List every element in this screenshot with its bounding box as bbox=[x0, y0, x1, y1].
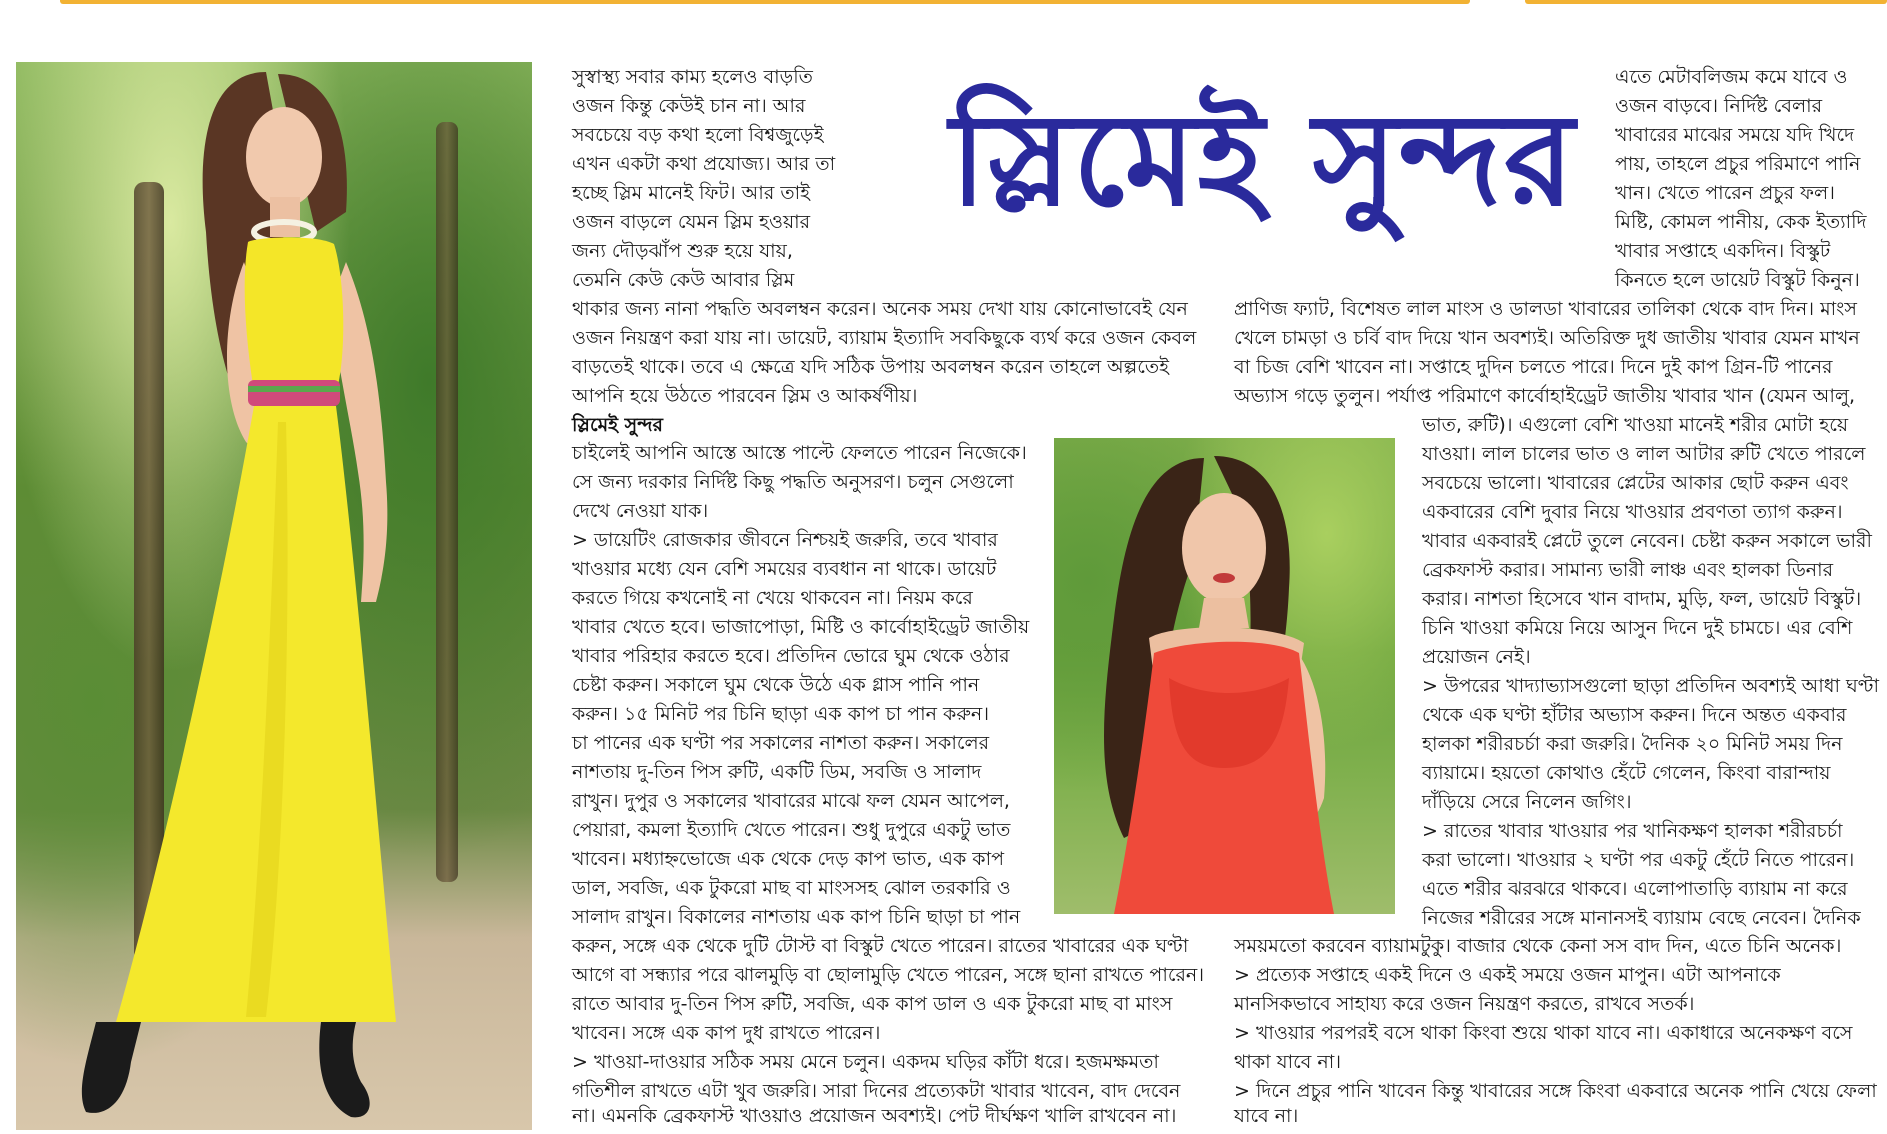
text-line: করার। নাশতা হিসেবে খান বাদাম, মুড়ি, ফল, ডায়েট বিস্কুট। bbox=[1422, 588, 1862, 610]
text-line: > ডায়েটিং রোজকার জীবনে নিশ্চয়ই জরুরি, তবে খাবার bbox=[572, 529, 998, 551]
text-line: না। এমনকি ব্রেকফাস্ট খাওয়াও প্রয়োজন অবশ্যই। পেট দীর্ঘক্ষণ খালি রাখবেন না। bbox=[572, 1105, 1177, 1127]
text-line: করুন, সঙ্গে এক থেকে দুটি টোস্ট বা বিস্কুট খেতে পারেন। রাতের খাবারের এক ঘণ্টা bbox=[572, 935, 1189, 957]
text-line: করা ভালো। খাওয়ার ২ ঘণ্টা পর একটু হেঁটে নিতে পারেন। bbox=[1422, 849, 1855, 871]
text-line: থাকার জন্য নানা পদ্ধতি অবলম্বন করেন। অনেক সময় দেখা যায় কোনোভাবেই যেন bbox=[572, 298, 1188, 320]
text-line: ওজন কিন্তু কেউই চান না। আর bbox=[572, 95, 806, 117]
text-line: প্রাণিজ ফ্যাট, বিশেষত লাল মাংস ও ডালডা খাবারের তালিকা থেকে বাদ দিন। মাংস bbox=[1234, 298, 1857, 320]
text-line: চাইলেই আপনি আস্তে আস্তে পাল্টে ফেলতে পারেন নিজেকে। bbox=[572, 442, 1027, 464]
text-line: এতে মেটাবলিজম কমে যাবে ও bbox=[1615, 66, 1848, 88]
text-line: মানসিকভাবে সাহায্য করে ওজন নিয়ন্ত্রণ করতে, রাখবে সতর্ক। bbox=[1234, 993, 1695, 1015]
text-line: মিষ্টি, কোমল পানীয়, কেক ইত্যাদি bbox=[1615, 211, 1867, 233]
text-line: > রাতের খাবার খাওয়ার পর খানিকক্ষণ হালকা শরীরচর্চা bbox=[1422, 820, 1843, 842]
text-line: আগে বা সন্ধ্যার পরে ঝালমুড়ি বা ছোলামুড়ি খেতে পারেন, সঙ্গে ছানা রাখতে পারেন। bbox=[572, 964, 1205, 986]
text-line: বাড়তেই থাকে। তবে এ ক্ষেত্রে যদি সঠিক উপায় অবলম্বন করেন তাহলে অল্পতেই bbox=[572, 356, 1169, 378]
model-in-yellow-gown-photo bbox=[16, 62, 532, 1130]
text-line: ব্রেকফাস্ট করার। সামান্য ভারী লাঞ্চ এবং হালকা ডিনার bbox=[1422, 559, 1834, 581]
text-line: করতে গিয়ে কখনোই না খেয়ে থাকবেন না। নিয়ম করে bbox=[572, 587, 973, 609]
text-line: দাঁড়িয়ে সেরে নিলেন জগিং। bbox=[1422, 791, 1632, 813]
text-line: দেখে নেওয়া যাক। bbox=[572, 500, 709, 522]
text-line: > খাওয়ার পরপরই বসে থাকা কিংবা শুয়ে থাকা যাবে না। একাধারে অনেকক্ষণ বসে bbox=[1234, 1022, 1853, 1044]
text-line: হচ্ছে স্লিম মানেই ফিট। আর তাই bbox=[572, 182, 810, 204]
text-line: থাকা যাবে না। bbox=[1234, 1051, 1342, 1073]
text-line: চিনি খাওয়া কমিয়ে নিয়ে আসুন দিনে দুই চামচে। এর বেশি bbox=[1422, 617, 1853, 639]
text-line: খাবার একবারই প্লেটে তুলে নেবেন। চেষ্টা করুন সকালে ভারী bbox=[1422, 530, 1872, 552]
text-line: নিজের শরীরের সঙ্গে মানানসই ব্যায়াম বেছে নেবেন। দৈনিক bbox=[1422, 907, 1861, 929]
text-line: সালাদ রাখুন। বিকালের নাশতায় এক কাপ চিনি ছাড়া চা পান bbox=[572, 906, 1021, 928]
text-line: চেষ্টা করুন। সকালে ঘুম থেকে উঠে এক গ্লাস পানি পান bbox=[572, 674, 980, 696]
text-line: > খাওয়া-দাওয়ার সঠিক সময় মেনে চলুন। একদম ঘড়ির কাঁটা ধরে। হজমক্ষমতা bbox=[572, 1051, 1159, 1073]
text-line: ওজন বাড়লে যেমন স্লিম হওয়ার bbox=[572, 211, 811, 233]
text-line: রাখুন। দুপুর ও সকালের খাবারের মাঝে ফল যেমন আপেল, bbox=[572, 790, 1010, 812]
text-line: খান। খেতে পারেন প্রচুর ফল। bbox=[1615, 182, 1835, 204]
text-line: চা পানের এক ঘণ্টা পর সকালের নাশতা করুন। সকালের bbox=[572, 732, 990, 754]
text-line: আপনি হয়ে উঠতে পারবেন স্লিম ও আকর্ষণীয়। bbox=[572, 385, 918, 407]
text-line: > দিনে প্রচুর পানি খাবেন কিন্তু খাবারের সঙ্গে কিংবা একবারে অনেক পানি খেয়ে ফেলা bbox=[1234, 1080, 1877, 1102]
text-line: ওজন বাড়বে। নির্দিষ্ট বেলার bbox=[1615, 95, 1823, 117]
text-line: অভ্যাস গড়ে তুলুন। পর্যাপ্ত পরিমাণে কার্বোহাইড্রেট জাতীয় খাবার খান (যেমন আলু, bbox=[1234, 385, 1856, 407]
text-line: সময়মতো করবেন ব্যায়ামটুকু। বাজার থেকে কেনা সস বাদ দিন, এতে চিনি অনেক। bbox=[1234, 935, 1842, 957]
top-accent-bar-left bbox=[60, 0, 1470, 4]
text-line: গতিশীল রাখতে এটা খুব জরুরি। সারা দিনের প্রত্যেকটা খাবার খাবেন, বাদ দেবেন bbox=[572, 1080, 1181, 1102]
text-line: খাবার পরিহার করতে হবে। প্রতিদিন ভোরে ঘুম থেকে ওঠার bbox=[572, 645, 1010, 667]
text-line: রাতে আবার দু-তিন পিস রুটি, সবজি, এক কাপ ডাল ও এক টুকরো মাছ বা মাংস bbox=[572, 993, 1173, 1015]
text-line: থেকে এক ঘণ্টা হাঁটার অভ্যাস করুন। দিনে অন্তত একবার bbox=[1422, 704, 1847, 726]
text-line: পেয়ারা, কমলা ইত্যাদি খেতে পারেন। শুধু দুপুরে একটু ভাত bbox=[572, 819, 1011, 841]
text-line: > প্রত্যেক সপ্তাহে একই দিনে ও একই সময়ে ওজন মাপুন। এটা আপনাকে bbox=[1234, 964, 1781, 986]
text-line: সবচেয়ে ভালো। খাবারের প্লেটের আকার ছোট করুন এবং bbox=[1422, 472, 1849, 494]
text-line: খাবার সপ্তাহে একদিন। বিস্কুট bbox=[1615, 240, 1831, 262]
text-line: খাবেন। মধ্যাহ্নভোজে এক থেকে দেড় কাপ ভাত, এক কাপ bbox=[572, 848, 1004, 870]
figure-illustration bbox=[16, 62, 532, 1130]
text-line: যাবে না। bbox=[1234, 1105, 1299, 1127]
text-line: কিনতে হলে ডায়েট বিস্কুট কিনুন। bbox=[1615, 269, 1860, 291]
text-line: খাবারের মাঝের সময়ে যদি খিদে bbox=[1615, 124, 1855, 146]
figure-illustration bbox=[1054, 438, 1395, 914]
text-line: করুন। ১৫ মিনিট পর চিনি ছাড়া এক কাপ চা পান করুন। bbox=[572, 703, 990, 725]
text-line: সে জন্য দরকার নির্দিষ্ট কিছু পদ্ধতি অনুসরণ। চলুন সেগুলো bbox=[572, 471, 1014, 493]
article-title: স্লিমেই সুন্দর bbox=[950, 85, 1577, 235]
text-line: হালকা শরীরচর্চা করা জরুরি। দৈনিক ২০ মিনিট সময় দিন bbox=[1422, 733, 1843, 755]
text-line: সুস্বাস্থ্য সবার কাম্য হলেও বাড়তি bbox=[572, 66, 813, 88]
text-line: এতে শরীর ঝরঝরে থাকবে। এলোপাতাড়ি ব্যায়াম না করে bbox=[1422, 878, 1848, 900]
top-accent-bar-right bbox=[1525, 0, 1887, 4]
text-line: খাওয়ার মধ্যে যেন বেশি সময়ের ব্যবধান না থাকে। ডায়েট bbox=[572, 558, 997, 580]
text-line: ভাত, রুটি)। এগুলো বেশি খাওয়া মানেই শরীর মোটা হয়ে bbox=[1422, 414, 1849, 436]
text-line: খাবার খেতে হবে। ভাজাপোড়া, মিষ্টি ও কার্বোহাইড্রেট জাতীয় bbox=[572, 616, 1030, 638]
text-line: তেমনি কেউ কেউ আবার স্লিম bbox=[572, 269, 795, 291]
text-line: এখন একটা কথা প্রযোজ্য। আর তা bbox=[572, 153, 836, 175]
section-subheading: স্লিমেই সুন্দর bbox=[572, 414, 663, 436]
text-line: ওজন নিয়ন্ত্রণ করা যায় না। ডায়েট, ব্যায়াম ইত্যাদি সবকিছুকে ব্যর্থ করে ওজন কেবল bbox=[572, 327, 1197, 349]
model-in-red-dress-photo bbox=[1054, 438, 1395, 914]
text-line: জন্য দৌড়ঝাঁপ শুরু হয়ে যায়, bbox=[572, 240, 793, 262]
text-line: ডাল, সবজি, এক টুকরো মাছ বা মাংসসহ ঝোল তরকারি ও bbox=[572, 877, 1011, 899]
text-line: একবারের বেশি দুবার নিয়ে খাওয়ার প্রবণতা ত্যাগ করুন। bbox=[1422, 501, 1843, 523]
text-line: পায়, তাহলে প্রচুর পরিমাণে পানি bbox=[1615, 153, 1861, 175]
text-line: যাওয়া। লাল চালের ভাত ও লাল আটার রুটি খেতে পারলে bbox=[1422, 443, 1866, 465]
text-line: প্রয়োজন নেই। bbox=[1422, 646, 1531, 668]
text-line: > উপরের খাদ্যাভ্যাসগুলো ছাড়া প্রতিদিন অবশ্যই আধা ঘণ্টা bbox=[1422, 675, 1880, 697]
text-line: সবচেয়ে বড় কথা হলো বিশ্বজুড়েই bbox=[572, 124, 824, 146]
text-line: খাবেন। সঙ্গে এক কাপ দুধ রাখতে পারেন। bbox=[572, 1022, 881, 1044]
text-line: নাশতায় দু-তিন পিস রুটি, একটি ডিম, সবজি ও সালাদ bbox=[572, 761, 982, 783]
text-line: ব্যায়ামে। হয়তো কোথাও হেঁটে গেলেন, কিংবা বারান্দায় bbox=[1422, 762, 1831, 784]
text-line: খেলে চামড়া ও চর্বি বাদ দিয়ে খান অবশ্যই। অতিরিক্ত দুধ জাতীয় খাবার যেমন মাখন bbox=[1234, 327, 1860, 349]
text-line: বা চিজ বেশি খাবেন না। সপ্তাহে দুদিন চলতে পারে। দিনে দুই কাপ গ্রিন-টি পানের bbox=[1234, 356, 1833, 378]
